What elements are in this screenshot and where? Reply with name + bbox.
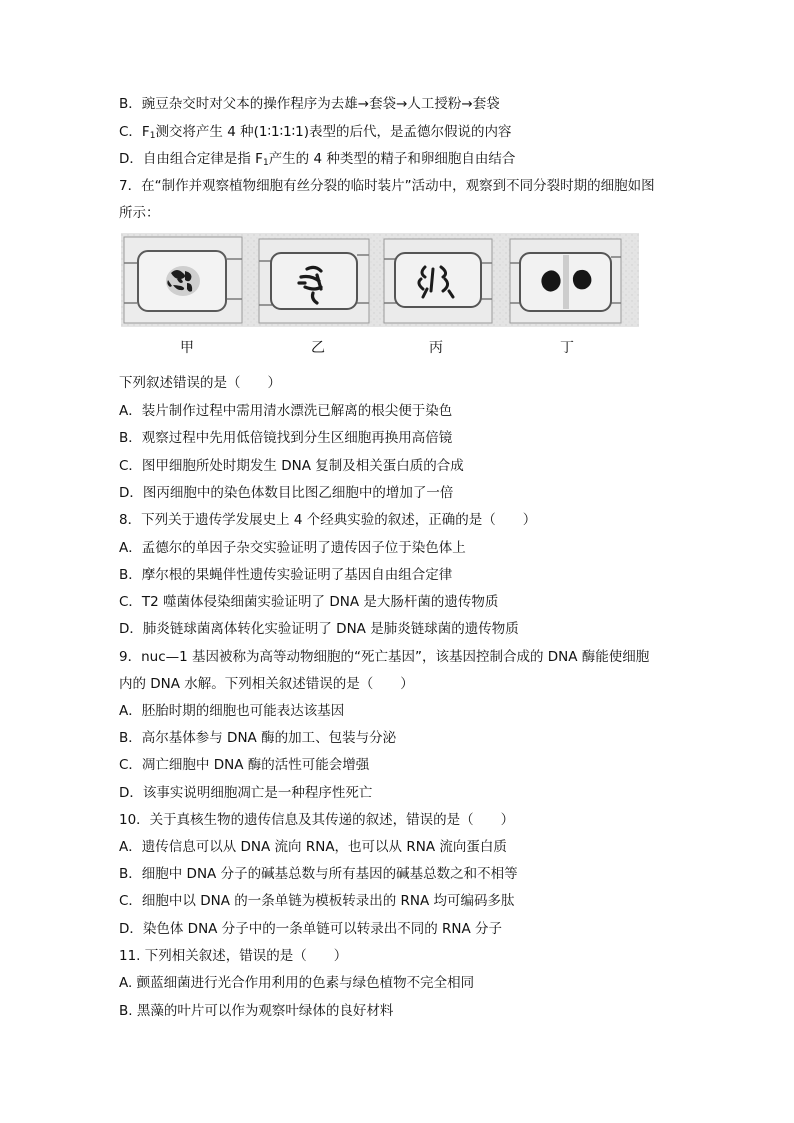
q7-option-c: C．图甲细胞所处时期发生 DNA 复制及相关蛋白质的合成 <box>119 458 464 474</box>
cell-panel-yi <box>259 239 369 323</box>
cell-panel-ding <box>510 239 621 323</box>
q6-d-part1: D．自由组合定律是指 F <box>119 151 263 167</box>
q11-option-a: A. 颤蓝细菌进行光合作用利用的色素与绿色植物不完全相同 <box>119 975 475 991</box>
cell-panel-bing <box>384 239 492 323</box>
mitosis-micrograph-figure <box>121 233 639 327</box>
q9-option-c: C．凋亡细胞中 DNA 酶的活性可能会增强 <box>119 757 370 773</box>
q6-c-part1: C．F <box>119 124 150 140</box>
q6-d-part2: 产生的 4 种类型的精子和卵细胞自由结合 <box>268 151 516 167</box>
q8-option-b: B．摩尔根的果蝇伴性遗传实验证明了基因自由组合定律 <box>119 567 453 583</box>
q8-option-d: D．肺炎链球菌离体转化实验证明了 DNA 是肺炎链球菌的遗传物质 <box>119 621 519 637</box>
q10-option-c: C．细胞中以 DNA 的一条单链为模板转录出的 RNA 均可编码多肽 <box>119 893 515 909</box>
q10-option-a: A．遗传信息可以从 DNA 流向 RNA，也可以从 RNA 流向蛋白质 <box>119 839 507 855</box>
q9-option-b: B．高尔基体参与 DNA 酶的加工、包装与分泌 <box>119 730 397 746</box>
q6-c-part2: 测交将产生 4 种(1∶1∶1∶1)表型的后代，是孟德尔假说的内容 <box>155 124 512 140</box>
q6-d-subscript: 1 <box>262 158 269 168</box>
q10-option-d: D．染色体 DNA 分子中的一条单链可以转录出不同的 RNA 分子 <box>119 921 503 937</box>
q7-option-d: D．图丙细胞中的染色体数目比图乙细胞中的增加了一倍 <box>119 485 454 501</box>
cell-panel-jia <box>124 237 242 323</box>
q7-question: 下列叙述错误的是（ ） <box>119 375 281 391</box>
q8-option-c: C．T2 噬菌体侵染细菌实验证明了 DNA 是大肠杆菌的遗传物质 <box>119 594 499 610</box>
q7-stem-line1: 7．在“制作并观察植物细胞有丝分裂的临时装片”活动中，观察到不同分裂时期的细胞如图 <box>119 178 655 194</box>
q7-option-a: A．装片制作过程中需用清水漂洗已解离的根尖便于染色 <box>119 403 453 419</box>
q10-option-b: B．细胞中 DNA 分子的碱基总数与所有基因的碱基总数之和不相等 <box>119 866 518 882</box>
q8-option-a: A．孟德尔的单因子杂交实验证明了遗传因子位于染色体上 <box>119 540 466 556</box>
q6-option-d <box>119 150 515 172</box>
q7-stem-line2: 所示： <box>119 205 160 221</box>
q7-option-b: B．观察过程中先用低倍镜找到分生区细胞再换用高倍镜 <box>119 430 453 446</box>
q9-option-a: A．胚胎时期的细胞也可能表达该基因 <box>119 703 345 719</box>
figure-caption-jia: 甲 <box>180 340 194 356</box>
q6-option-c <box>119 123 512 145</box>
q11-option-b: B. 黑藻的叶片可以作为观察叶绿体的良好材料 <box>119 1003 394 1019</box>
mitosis-micrograph-image <box>121 233 639 327</box>
q9-option-d: D．该事实说明细胞凋亡是一种程序性死亡 <box>119 785 373 801</box>
figure-caption-ding: 丁 <box>560 340 574 356</box>
q8-question: 8．下列关于遗传学发展史上 4 个经典实验的叙述，正确的是（ ） <box>119 512 537 528</box>
q10-question: 10．关于真核生物的遗传信息及其传递的叙述，错误的是（ ） <box>119 812 515 828</box>
q6-option-b: B．豌豆杂交时对父本的操作程序为去雄→套袋→人工授粉→套袋 <box>119 96 500 112</box>
figure-caption-bing: 丙 <box>429 340 443 356</box>
q11-question: 11. 下列相关叙述，错误的是（ ） <box>119 948 348 964</box>
figure-caption-yi: 乙 <box>311 340 325 356</box>
q6-c-subscript: 1 <box>149 131 156 141</box>
q9-question-line1: 9．nuc—1 基因被称为高等动物细胞的“死亡基因”，该基因控制合成的 DNA 酶能使细胞 <box>119 649 650 665</box>
q9-question-line2: 内的 DNA 水解。下列相关叙述错误的是（ ） <box>119 676 414 692</box>
